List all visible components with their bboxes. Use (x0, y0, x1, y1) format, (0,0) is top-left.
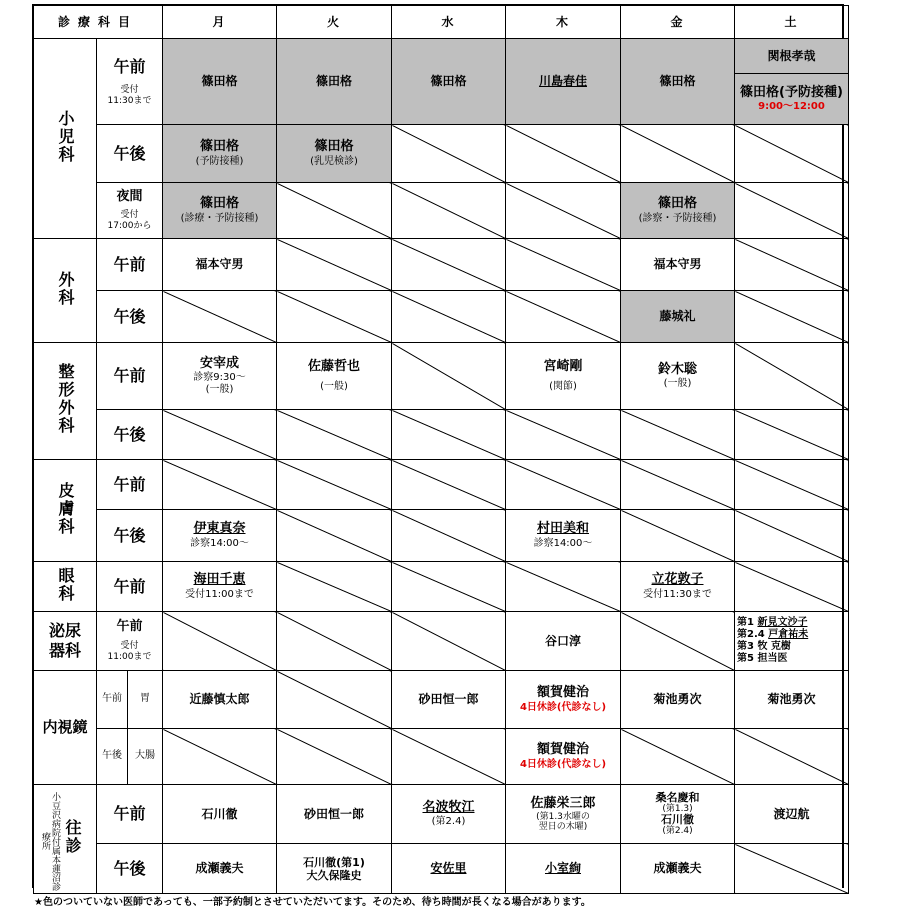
dept-endoscope: 内視鏡 (34, 671, 97, 785)
home-am-wed: 名波牧江 (第2.4) (392, 785, 506, 844)
ped-pm-fri (621, 125, 735, 183)
derm-pm-mon: 伊東真奈 診察14:00～ (163, 510, 277, 562)
uro-am-thu: 谷口淳 (506, 612, 621, 671)
schedule-table (33, 5, 849, 894)
home-pm-thu: 小室絢 (506, 844, 621, 894)
uro-am-fri (621, 612, 735, 671)
pediatrics-am: 午前 受付 11:30まで (97, 39, 163, 125)
ped-am-thu: 川島春佳 (506, 39, 621, 125)
home-pm-mon: 成瀬義夫 (163, 844, 277, 894)
surg-am-sat (735, 239, 849, 291)
ped-night-mon: 篠田格 (診療・予防接種) (163, 183, 277, 239)
derm-pm-tue (277, 510, 392, 562)
uro-am-sat: 第1 新見文沙子 第2.4 戸倉祐未 第3 牧 克樹 第5 担当医 (735, 612, 849, 671)
endo-am: 午前 胃 (97, 671, 163, 729)
day-wed: 水 (392, 6, 506, 39)
home-am-fri: 桑名慶和 (第1.3) 石川徹 (第2.4) (621, 785, 735, 844)
endo-am-fri: 菊池勇次 (621, 671, 735, 729)
eye-am-mon: 海田千恵 受付11:00まで (163, 562, 277, 612)
ortho-am-tue: 佐藤哲也 (一般) (277, 343, 392, 410)
uro-am-tue (277, 612, 392, 671)
endo-am-sat: 菊池勇次 (735, 671, 849, 729)
ped-am-wed: 篠田格 (392, 39, 506, 125)
ped-night-sat (735, 183, 849, 239)
ped-am-fri: 篠田格 (621, 39, 735, 125)
surgery-pm: 午後 (97, 291, 163, 343)
derm-am-thu (506, 460, 621, 510)
endo-pm-tue (277, 729, 392, 785)
home-am-thu: 佐藤栄三郎 (第1.3水曜の 翌日の木曜) (506, 785, 621, 844)
ped-pm-sat (735, 125, 849, 183)
derm-am-sat (735, 460, 849, 510)
ortho-pm-sat (735, 410, 849, 460)
endo-pm-mon (163, 729, 277, 785)
uro-am-wed (392, 612, 506, 671)
endo-pm-sat (735, 729, 849, 785)
ped-pm-tue: 篠田格 (乳児検診) (277, 125, 392, 183)
surg-pm-wed (392, 291, 506, 343)
eye-am-thu (506, 562, 621, 612)
endo-am-mon: 近藤慎太郎 (163, 671, 277, 729)
ortho-pm-fri (621, 410, 735, 460)
eye-am-fri: 立花敦子 受付11:30まで (621, 562, 735, 612)
ped-pm-wed (392, 125, 506, 183)
eye-am-tue (277, 562, 392, 612)
ortho-pm-thu (506, 410, 621, 460)
dept-surgery: 外科 (34, 239, 97, 343)
eye-am-wed (392, 562, 506, 612)
ped-pm-mon: 篠田格 (予防接種) (163, 125, 277, 183)
surg-pm-fri: 藤城礼 (621, 291, 735, 343)
derm-am-mon (163, 460, 277, 510)
endo-am-thu: 額賀健治 4日休診(代診なし) (506, 671, 621, 729)
home-pm-tue: 石川徹(第1) 大久保隆史 (277, 844, 392, 894)
endo-pm-fri (621, 729, 735, 785)
home-pm-sat (735, 844, 849, 894)
ortho-pm-mon (163, 410, 277, 460)
derm-am: 午前 (97, 460, 163, 510)
surg-am-tue (277, 239, 392, 291)
derm-pm: 午後 (97, 510, 163, 562)
home-am-sat: 渡辺航 (735, 785, 849, 844)
ortho-pm: 午後 (97, 410, 163, 460)
home-pm: 午後 (97, 844, 163, 894)
ped-am-sat-bottom: 篠田格(予防接種) 9:00～12:00 (735, 74, 849, 125)
dept-derm: 皮膚科 (34, 460, 97, 562)
surg-am-wed (392, 239, 506, 291)
home-pm-wed: 安佐里 (392, 844, 506, 894)
footnote: ★色のついていない医師であっても、一部予約制とさせていただいてます。そのため、待ち時間が長くなる場合があります。 (34, 897, 591, 908)
ped-am-tue: 篠田格 (277, 39, 392, 125)
surg-pm-thu (506, 291, 621, 343)
ortho-am: 午前 (97, 343, 163, 410)
ped-pm-thu (506, 125, 621, 183)
derm-pm-thu: 村田美和 診察14:00～ (506, 510, 621, 562)
dept-header: 診療科目 (34, 6, 163, 39)
header-row (34, 6, 849, 39)
derm-am-tue (277, 460, 392, 510)
eye-am: 午前 (97, 562, 163, 612)
endo-am-tue (277, 671, 392, 729)
ortho-am-thu: 宮崎剛 (関節) (506, 343, 621, 410)
ortho-pm-tue (277, 410, 392, 460)
pediatrics-pm: 午後 (97, 125, 163, 183)
dept-ortho: 整形外科 (34, 343, 97, 460)
surg-pm-mon (163, 291, 277, 343)
pediatrics-night: 夜間 受付 17:00から (97, 183, 163, 239)
surg-pm-tue (277, 291, 392, 343)
derm-am-fri (621, 460, 735, 510)
surg-pm-sat (735, 291, 849, 343)
eye-am-sat (735, 562, 849, 612)
dept-uro: 泌尿 器科 (34, 612, 97, 671)
ortho-am-sat (735, 343, 849, 410)
day-thu: 木 (506, 6, 621, 39)
ped-night-thu (506, 183, 621, 239)
surg-am-thu (506, 239, 621, 291)
ped-night-tue (277, 183, 392, 239)
ortho-pm-wed (392, 410, 506, 460)
surgery-am: 午前 (97, 239, 163, 291)
home-am-mon: 石川徹 (163, 785, 277, 844)
endo-pm-thu: 額賀健治 4日休診(代診なし) (506, 729, 621, 785)
day-mon: 月 (163, 6, 277, 39)
dept-eye: 眼科 (34, 562, 97, 612)
dept-home-visit: 小豆沢病院付属本蓮沼診療所 往診 (34, 785, 97, 894)
home-pm-fri: 成瀬義夫 (621, 844, 735, 894)
ped-am-mon: 篠田格 (163, 39, 277, 125)
dept-pediatrics: 小児科 (34, 39, 97, 239)
ped-night-wed (392, 183, 506, 239)
ortho-am-fri: 鈴木聡 (一般) (621, 343, 735, 410)
home-am: 午前 (97, 785, 163, 844)
day-tue: 火 (277, 6, 392, 39)
derm-pm-sat (735, 510, 849, 562)
surg-am-mon: 福本守男 (163, 239, 277, 291)
ped-am-sat-top: 関根孝哉 (735, 39, 849, 74)
ortho-am-wed (392, 343, 506, 410)
uro-am: 午前 受付 11:00まで (97, 612, 163, 671)
surg-am-fri: 福本守男 (621, 239, 735, 291)
ped-night-fri: 篠田格 (診察・予防接種) (621, 183, 735, 239)
uro-am-mon (163, 612, 277, 671)
derm-am-wed (392, 460, 506, 510)
day-fri: 金 (621, 6, 735, 39)
endo-pm-wed (392, 729, 506, 785)
ortho-am-mon: 安宰成 診察9:30～ (一般) (163, 343, 277, 410)
endo-pm: 午後 大腸 (97, 729, 163, 785)
home-am-tue: 砂田恒一郎 (277, 785, 392, 844)
derm-pm-wed (392, 510, 506, 562)
endo-am-wed: 砂田恒一郎 (392, 671, 506, 729)
derm-pm-fri (621, 510, 735, 562)
day-sat: 土 (735, 6, 849, 39)
